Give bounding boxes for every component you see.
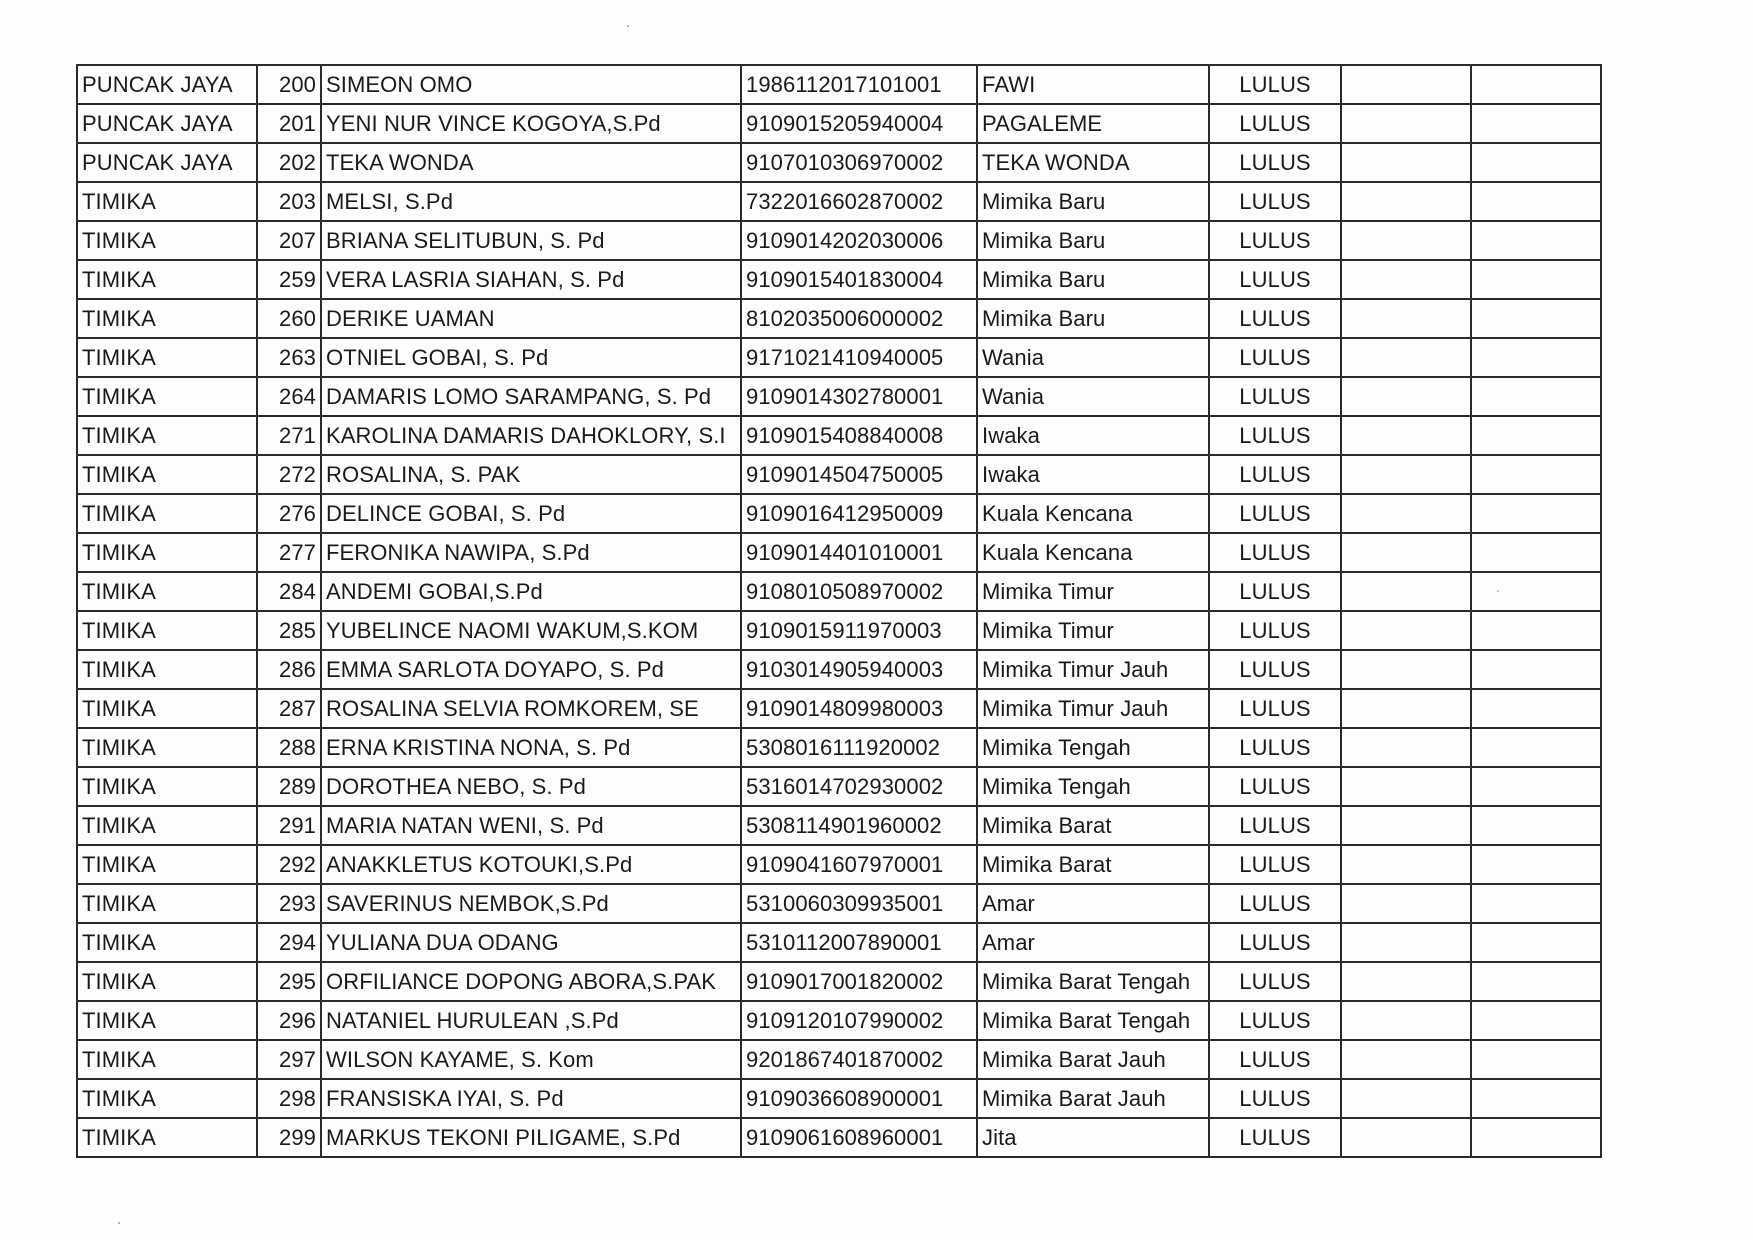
region-cell: TIMIKA [77,533,257,572]
id-number-cell: 5308016111920002 [741,728,977,767]
table-row [77,884,1601,923]
id-number-cell: 9109014401010001 [741,533,977,572]
district-cell: TEKA WONDA [977,143,1209,182]
number-cell: 297 [257,1040,321,1079]
region-cell: TIMIKA [77,1118,257,1157]
name-cell: ROSALINA SELVIA ROMKOREM, SE [321,689,741,728]
table-row [77,533,1601,572]
empty-cell [1341,806,1471,845]
region-cell: TIMIKA [77,416,257,455]
name-cell: MARKUS TEKONI PILIGAME, S.Pd [321,1118,741,1157]
status-cell: LULUS [1209,611,1341,650]
id-number-cell: 9109014809980003 [741,689,977,728]
name-cell: ERNA KRISTINA NONA, S. Pd [321,728,741,767]
table-row [77,1118,1601,1157]
region-cell: TIMIKA [77,1001,257,1040]
table-row [77,104,1601,143]
name-cell: ORFILIANCE DOPONG ABORA,S.PAK [321,962,741,1001]
name-cell: DOROTHEA NEBO, S. Pd [321,767,741,806]
id-number-cell: 9109061608960001 [741,1118,977,1157]
empty-cell [1341,104,1471,143]
district-cell: Mimika Timur Jauh [977,650,1209,689]
empty-cell [1341,377,1471,416]
empty-cell [1341,728,1471,767]
region-cell: TIMIKA [77,845,257,884]
id-number-cell: 9103014905940003 [741,650,977,689]
table-row [77,845,1601,884]
region-cell: PUNCAK JAYA [77,143,257,182]
region-cell: TIMIKA [77,767,257,806]
empty-cell [1341,299,1471,338]
scan-speck [118,1222,120,1224]
district-cell: Mimika Baru [977,299,1209,338]
status-cell: LULUS [1209,650,1341,689]
region-cell: TIMIKA [77,962,257,1001]
empty-cell [1471,260,1601,299]
number-cell: 277 [257,533,321,572]
district-cell: Amar [977,923,1209,962]
empty-cell [1341,1079,1471,1118]
empty-cell [1471,416,1601,455]
empty-cell [1341,845,1471,884]
name-cell: YENI NUR VINCE KOGOYA,S.Pd [321,104,741,143]
id-number-cell: 9171021410940005 [741,338,977,377]
status-cell: LULUS [1209,1001,1341,1040]
name-cell: ROSALINA, S. PAK [321,455,741,494]
district-cell: Mimika Barat Tengah [977,962,1209,1001]
number-cell: 286 [257,650,321,689]
status-cell: LULUS [1209,143,1341,182]
empty-cell [1341,143,1471,182]
table-row [77,1040,1601,1079]
id-number-cell: 9109041607970001 [741,845,977,884]
name-cell: MELSI, S.Pd [321,182,741,221]
district-cell: Mimika Tengah [977,767,1209,806]
status-cell: LULUS [1209,884,1341,923]
empty-cell [1341,338,1471,377]
id-number-cell: 9107010306970002 [741,143,977,182]
table-row [77,806,1601,845]
name-cell: YUBELINCE NAOMI WAKUM,S.KOM [321,611,741,650]
empty-cell [1471,845,1601,884]
status-cell: LULUS [1209,962,1341,1001]
results-table [76,64,1602,1158]
empty-cell [1471,767,1601,806]
number-cell: 263 [257,338,321,377]
name-cell: ANDEMI GOBAI,S.Pd [321,572,741,611]
empty-cell [1471,299,1601,338]
number-cell: 260 [257,299,321,338]
number-cell: 287 [257,689,321,728]
region-cell: TIMIKA [77,338,257,377]
region-cell: TIMIKA [77,884,257,923]
id-number-cell: 9109036608900001 [741,1079,977,1118]
name-cell: EMMA SARLOTA DOYAPO, S. Pd [321,650,741,689]
status-cell: LULUS [1209,416,1341,455]
name-cell: NATANIEL HURULEAN ,S.Pd [321,1001,741,1040]
empty-cell [1471,143,1601,182]
empty-cell [1471,611,1601,650]
empty-cell [1341,221,1471,260]
table-row [77,572,1601,611]
empty-cell [1341,611,1471,650]
region-cell: TIMIKA [77,611,257,650]
status-cell: LULUS [1209,221,1341,260]
district-cell: Mimika Barat Tengah [977,1001,1209,1040]
id-number-cell: 9109015408840008 [741,416,977,455]
table-row [77,1001,1601,1040]
number-cell: 202 [257,143,321,182]
empty-cell [1341,962,1471,1001]
name-cell: TEKA WONDA [321,143,741,182]
name-cell: SAVERINUS NEMBOK,S.Pd [321,884,741,923]
id-number-cell: 9109014302780001 [741,377,977,416]
table-row [77,962,1601,1001]
status-cell: LULUS [1209,377,1341,416]
table-row [77,611,1601,650]
region-cell: TIMIKA [77,455,257,494]
empty-cell [1341,65,1471,104]
id-number-cell: 9109015205940004 [741,104,977,143]
status-cell: LULUS [1209,260,1341,299]
empty-cell [1341,455,1471,494]
region-cell: TIMIKA [77,728,257,767]
results-table-body [77,65,1601,1157]
empty-cell [1471,728,1601,767]
table-row [77,650,1601,689]
name-cell: YULIANA DUA ODANG [321,923,741,962]
status-cell: LULUS [1209,1079,1341,1118]
number-cell: 264 [257,377,321,416]
empty-cell [1471,806,1601,845]
region-cell: TIMIKA [77,689,257,728]
table-row [77,221,1601,260]
id-number-cell: 8102035006000002 [741,299,977,338]
table-row [77,1079,1601,1118]
district-cell: Amar [977,884,1209,923]
district-cell: PAGALEME [977,104,1209,143]
id-number-cell: 9109014504750005 [741,455,977,494]
number-cell: 207 [257,221,321,260]
number-cell: 293 [257,884,321,923]
id-number-cell: 1986112017101001 [741,65,977,104]
table-row [77,767,1601,806]
region-cell: TIMIKA [77,1040,257,1079]
empty-cell [1341,1040,1471,1079]
region-cell: TIMIKA [77,182,257,221]
empty-cell [1341,767,1471,806]
region-cell: TIMIKA [77,494,257,533]
status-cell: LULUS [1209,104,1341,143]
empty-cell [1341,1001,1471,1040]
status-cell: LULUS [1209,494,1341,533]
empty-cell [1471,533,1601,572]
table-row [77,494,1601,533]
empty-cell [1341,572,1471,611]
empty-cell [1341,416,1471,455]
number-cell: 203 [257,182,321,221]
status-cell: LULUS [1209,689,1341,728]
name-cell: SIMEON OMO [321,65,741,104]
district-cell: Kuala Kencana [977,494,1209,533]
empty-cell [1471,1040,1601,1079]
region-cell: TIMIKA [77,377,257,416]
name-cell: DELINCE GOBAI, S. Pd [321,494,741,533]
number-cell: 289 [257,767,321,806]
status-cell: LULUS [1209,455,1341,494]
table-row [77,689,1601,728]
region-cell: PUNCAK JAYA [77,104,257,143]
district-cell: Mimika Timur [977,611,1209,650]
table-row [77,923,1601,962]
empty-cell [1471,455,1601,494]
number-cell: 291 [257,806,321,845]
district-cell: Mimika Baru [977,182,1209,221]
table-row [77,416,1601,455]
status-cell: LULUS [1209,572,1341,611]
empty-cell [1471,338,1601,377]
number-cell: 285 [257,611,321,650]
name-cell: KAROLINA DAMARIS DAHOKLORY, S.I [321,416,741,455]
empty-cell [1471,923,1601,962]
empty-cell [1471,650,1601,689]
table-row [77,299,1601,338]
empty-cell [1471,182,1601,221]
table-row [77,260,1601,299]
id-number-cell: 9109120107990002 [741,1001,977,1040]
number-cell: 299 [257,1118,321,1157]
district-cell: Wania [977,377,1209,416]
table-row [77,65,1601,104]
empty-cell [1471,377,1601,416]
number-cell: 276 [257,494,321,533]
empty-cell [1341,533,1471,572]
district-cell: Mimika Timur Jauh [977,689,1209,728]
district-cell: Jita [977,1118,1209,1157]
region-cell: TIMIKA [77,260,257,299]
name-cell: DERIKE UAMAN [321,299,741,338]
district-cell: Wania [977,338,1209,377]
table-row [77,728,1601,767]
district-cell: Mimika Baru [977,260,1209,299]
number-cell: 259 [257,260,321,299]
district-cell: Iwaka [977,455,1209,494]
id-number-cell: 7322016602870002 [741,182,977,221]
id-number-cell: 9201867401870002 [741,1040,977,1079]
number-cell: 200 [257,65,321,104]
region-cell: TIMIKA [77,650,257,689]
number-cell: 295 [257,962,321,1001]
region-cell: TIMIKA [77,299,257,338]
number-cell: 271 [257,416,321,455]
name-cell: FRANSISKA IYAI, S. Pd [321,1079,741,1118]
number-cell: 201 [257,104,321,143]
id-number-cell: 5310060309935001 [741,884,977,923]
id-number-cell: 9109015911970003 [741,611,977,650]
status-cell: LULUS [1209,923,1341,962]
status-cell: LULUS [1209,338,1341,377]
status-cell: LULUS [1209,845,1341,884]
region-cell: TIMIKA [77,572,257,611]
empty-cell [1341,650,1471,689]
name-cell: WILSON KAYAME, S. Kom [321,1040,741,1079]
number-cell: 298 [257,1079,321,1118]
district-cell: Mimika Barat [977,806,1209,845]
status-cell: LULUS [1209,767,1341,806]
district-cell: Mimika Tengah [977,728,1209,767]
number-cell: 294 [257,923,321,962]
region-cell: TIMIKA [77,806,257,845]
status-cell: LULUS [1209,1040,1341,1079]
empty-cell [1471,494,1601,533]
number-cell: 296 [257,1001,321,1040]
id-number-cell: 5310112007890001 [741,923,977,962]
empty-cell [1341,1118,1471,1157]
district-cell: Mimika Baru [977,221,1209,260]
empty-cell [1341,689,1471,728]
id-number-cell: 5308114901960002 [741,806,977,845]
table-row [77,143,1601,182]
region-cell: TIMIKA [77,221,257,260]
status-cell: LULUS [1209,65,1341,104]
name-cell: OTNIEL GOBAI, S. Pd [321,338,741,377]
empty-cell [1471,962,1601,1001]
table-row [77,182,1601,221]
region-cell: PUNCAK JAYA [77,65,257,104]
name-cell: MARIA NATAN WENI, S. Pd [321,806,741,845]
number-cell: 292 [257,845,321,884]
number-cell: 288 [257,728,321,767]
status-cell: LULUS [1209,1118,1341,1157]
status-cell: LULUS [1209,806,1341,845]
number-cell: 284 [257,572,321,611]
empty-cell [1341,923,1471,962]
empty-cell [1471,1118,1601,1157]
empty-cell [1471,221,1601,260]
region-cell: TIMIKA [77,923,257,962]
table-row [77,338,1601,377]
status-cell: LULUS [1209,533,1341,572]
district-cell: Mimika Barat Jauh [977,1040,1209,1079]
name-cell: BRIANA SELITUBUN, S. Pd [321,221,741,260]
empty-cell [1471,1001,1601,1040]
empty-cell [1471,104,1601,143]
empty-cell [1471,65,1601,104]
scan-speck [627,25,629,27]
empty-cell [1341,884,1471,923]
id-number-cell: 9108010508970002 [741,572,977,611]
id-number-cell: 9109017001820002 [741,962,977,1001]
table-row [77,455,1601,494]
number-cell: 272 [257,455,321,494]
empty-cell [1341,182,1471,221]
empty-cell [1341,494,1471,533]
status-cell: LULUS [1209,728,1341,767]
table-row [77,377,1601,416]
empty-cell [1471,689,1601,728]
id-number-cell: 9109015401830004 [741,260,977,299]
empty-cell [1341,260,1471,299]
district-cell: Iwaka [977,416,1209,455]
name-cell: VERA LASRIA SIAHAN, S. Pd [321,260,741,299]
status-cell: LULUS [1209,182,1341,221]
id-number-cell: 9109016412950009 [741,494,977,533]
region-cell: TIMIKA [77,1079,257,1118]
id-number-cell: 9109014202030006 [741,221,977,260]
empty-cell [1471,572,1601,611]
district-cell: Mimika Barat [977,845,1209,884]
district-cell: Kuala Kencana [977,533,1209,572]
status-cell: LULUS [1209,299,1341,338]
name-cell: DAMARIS LOMO SARAMPANG, S. Pd [321,377,741,416]
name-cell: FERONIKA NAWIPA, S.Pd [321,533,741,572]
district-cell: Mimika Barat Jauh [977,1079,1209,1118]
empty-cell [1471,1079,1601,1118]
district-cell: FAWI [977,65,1209,104]
empty-cell [1471,884,1601,923]
district-cell: Mimika Timur [977,572,1209,611]
id-number-cell: 5316014702930002 [741,767,977,806]
name-cell: ANAKKLETUS KOTOUKI,S.Pd [321,845,741,884]
